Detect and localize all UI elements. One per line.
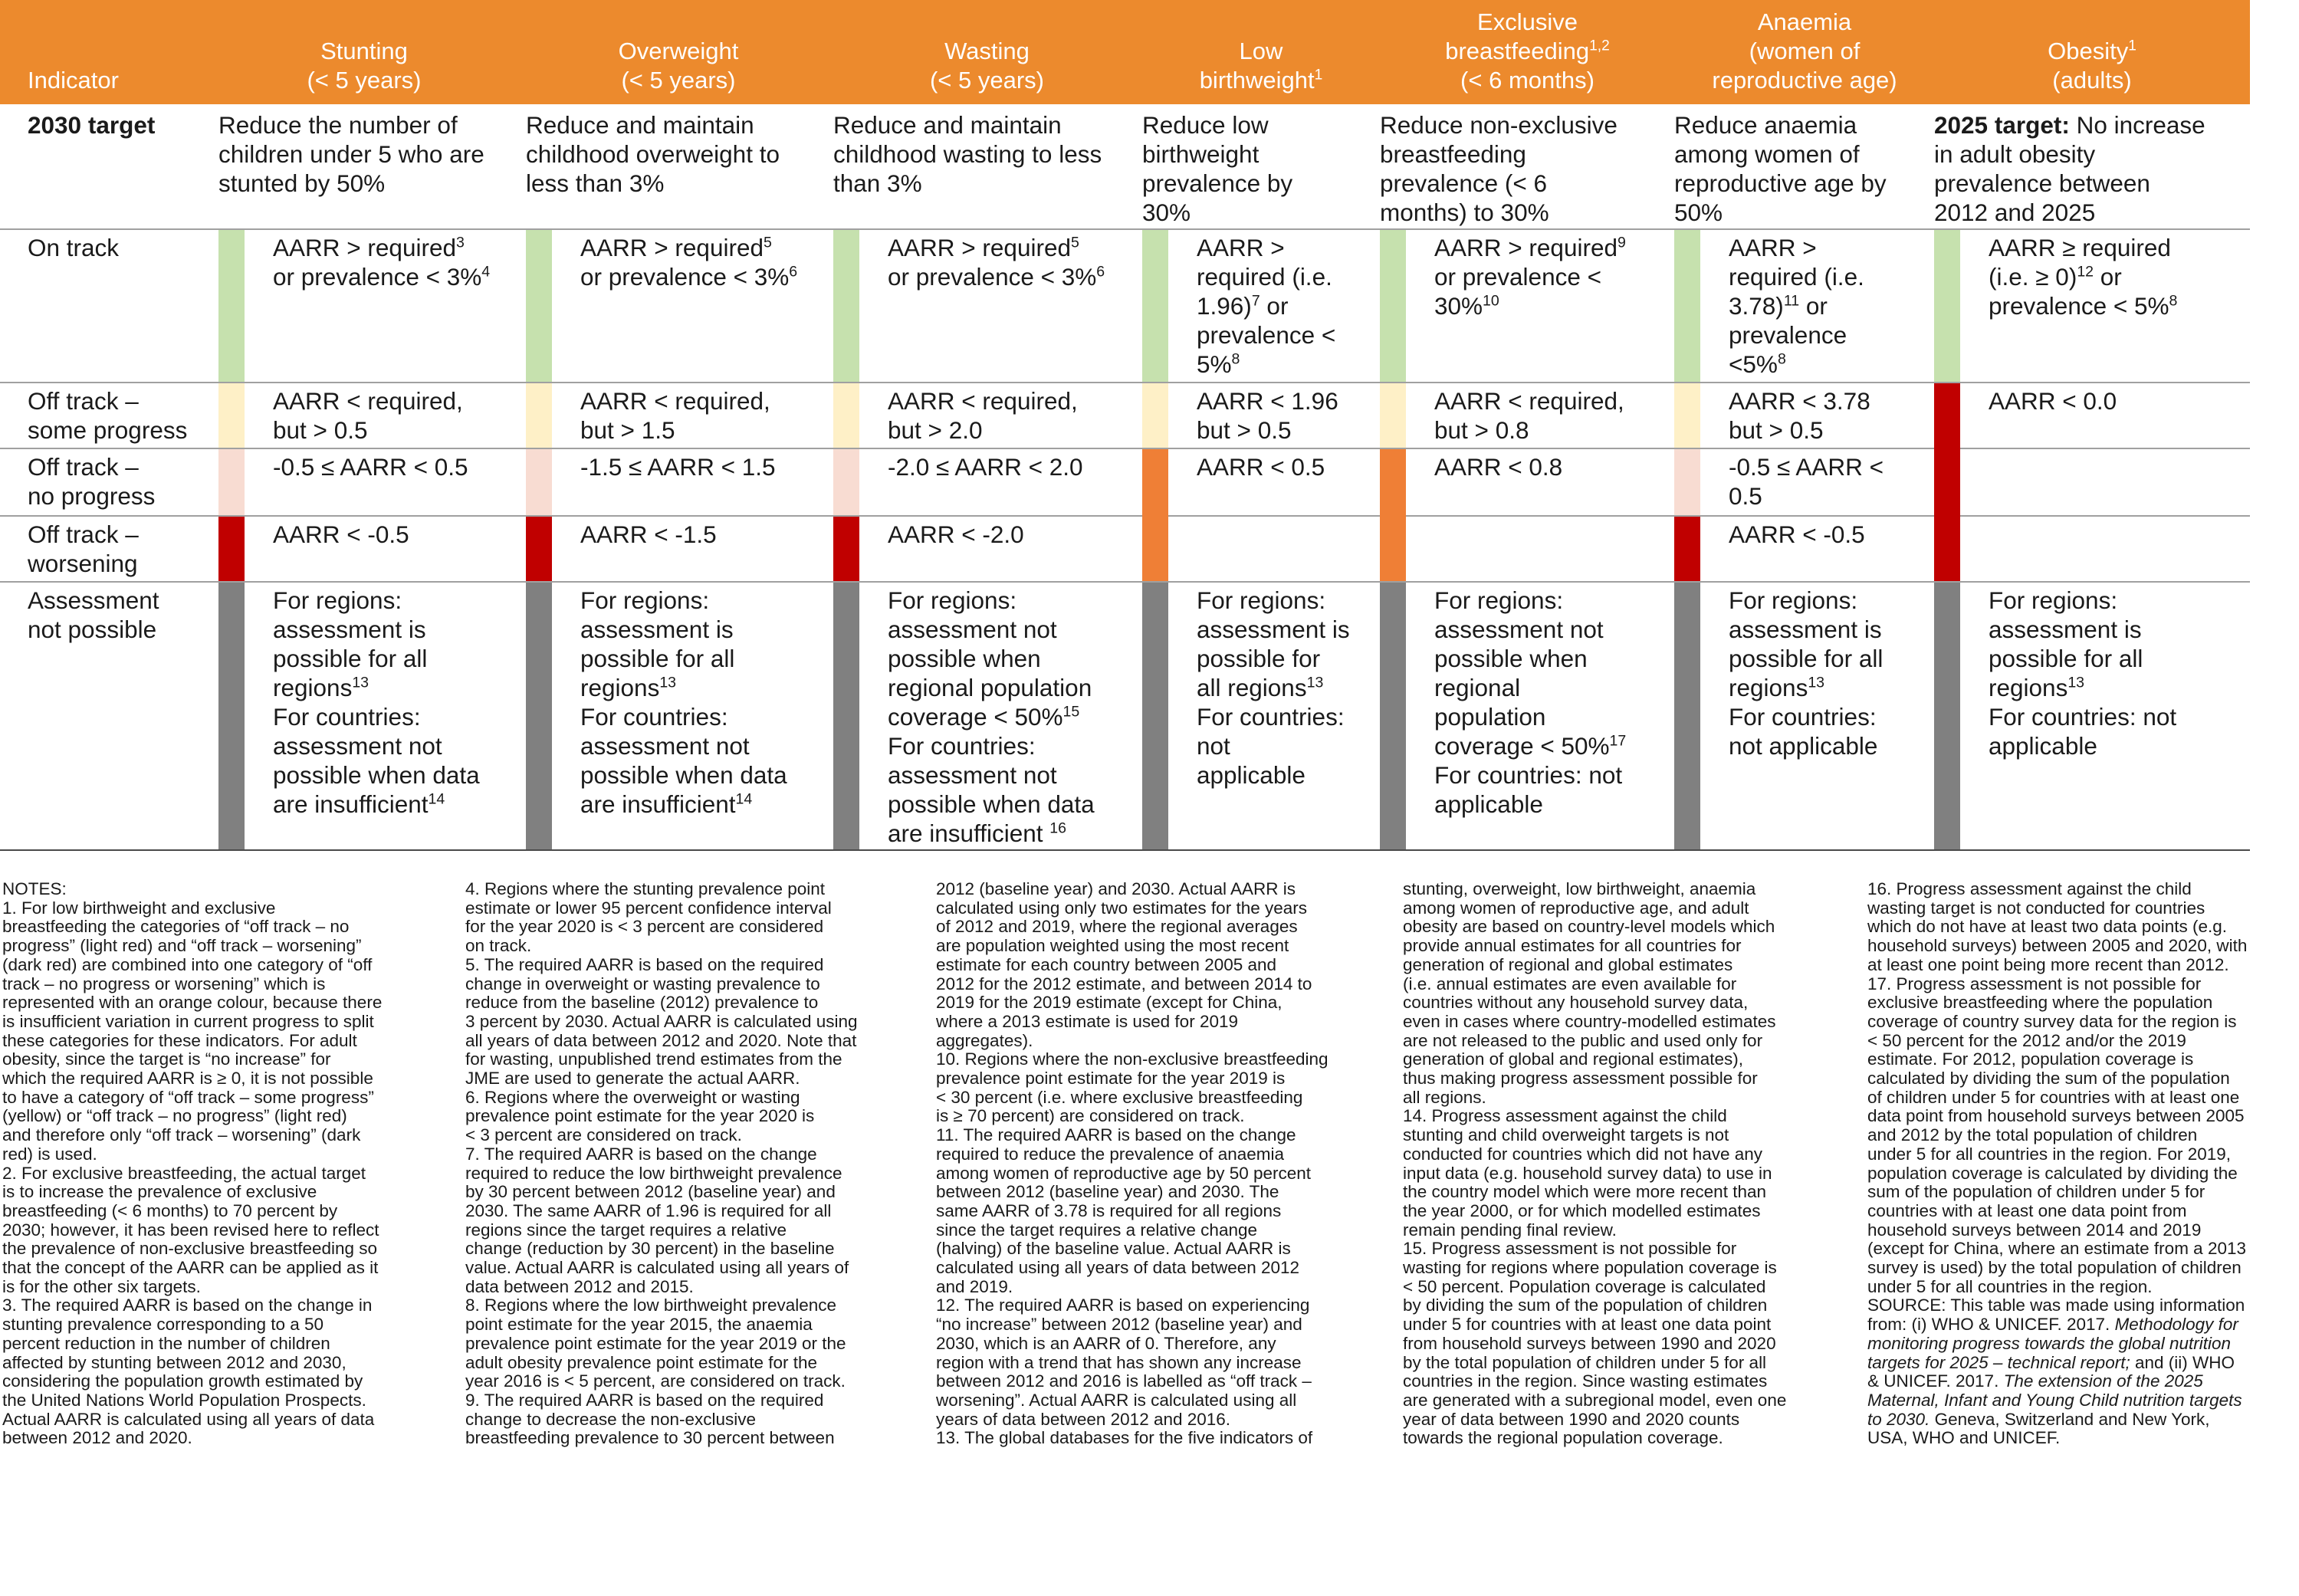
note-line: (i.e. annual estimates are even available for: [1403, 974, 1737, 993]
note-line: among women of reproductive age by 50 percent: [936, 1163, 1312, 1183]
status-bar-some-progress: [833, 383, 859, 448]
notes-source: SOURCE: This table was made using information from: (i) WHO & UNICEF. 2017. Methodology for monitoring progress towards the global nutrition targets for 2025 – technical report; and (ii) WHO & UNICEF. 2017. The extension of the 2025 Maternal, Infant and Young Child nutrition targets to 2030. Geneva, Switzerland and New York, USA, WHO and UNICEF.: [1867, 1296, 2245, 1448]
note-line: thus making progress assessment possible for: [1403, 1069, 1758, 1089]
note-line: which the required AARR is ≥ 0, it is not possible: [2, 1069, 373, 1089]
status-bar-no-progress: [1674, 449, 1700, 515]
status-bar-worsening: [526, 517, 552, 581]
note-line: 9. The required AARR is based on the required: [465, 1390, 824, 1410]
note-line: year of data between 1990 and 2020 counts: [1403, 1409, 1740, 1429]
note-line: survey is used) by the total population of children: [1867, 1258, 2242, 1278]
note-line: between 2012 (baseline year) and 2030. The: [936, 1182, 1279, 1202]
note-line: prevalence point estimate for the year 2019 or the: [465, 1333, 846, 1353]
status-bar-worsening: [218, 517, 245, 581]
status-bar-on-track: [526, 230, 552, 382]
note-line: among women of reproductive age, and adult: [1403, 898, 1749, 918]
row-divider: [0, 581, 2250, 583]
note-line: stunting and child overweight targets is not: [1403, 1125, 1729, 1145]
note-line: region with a trend that has shown any increase: [936, 1352, 1302, 1372]
note-line: is insufficient variation in current progress to split: [2, 1011, 374, 1031]
status-bar-worsening: [1934, 383, 1960, 581]
note-line: 10. Regions where the non-exclusive breastfeeding: [936, 1049, 1328, 1069]
note-line: breastfeeding the categories of “off track – no: [2, 917, 350, 937]
row-label-2030-target: 2030 target: [28, 111, 156, 139]
note-line: are generated with a subregional model, even one: [1403, 1390, 1787, 1410]
note-line: (yellow) or “off track – no progress” (light red): [2, 1106, 347, 1126]
status-bar-not-possible: [1674, 583, 1700, 849]
not-possible-stunting: For regions: assessment is possible for all regions$^{13}$ For countries: assessment not possible when data are insufficient$^{14}$: [273, 586, 480, 818]
row-label-assessment-not-possible: Assessment not possible: [28, 586, 159, 643]
not-possible-obesity: For regions: assessment is possible for all regions$^{13}$ For countries: not applicable: [1989, 586, 2177, 760]
note-line: adult obesity prevalence point estimate for the: [465, 1352, 818, 1372]
on-track-wasting: AARR > required$^5$ or prevalence < 3%$^6$: [888, 234, 1105, 291]
note-line: < 30 percent (i.e. where exclusive breastfeeding: [936, 1087, 1303, 1107]
row-divider: [0, 515, 2250, 517]
note-line: under 5 for all countries in the region. For 2019,: [1867, 1144, 2232, 1164]
note-line: for the year 2020 is < 3 percent are considered: [465, 917, 824, 937]
note-line: by dividing the sum of the population of children: [1403, 1296, 1768, 1315]
note-line: 3 percent by 2030. Actual AARR is calculated using: [465, 1011, 858, 1031]
note-line: under 5 for countries with at least one data point: [1403, 1315, 1772, 1335]
note-line: prevalence point estimate for the year 2019 is: [936, 1069, 1286, 1089]
status-bar-not-possible: [1142, 583, 1168, 849]
target-obesity: 2025 target: No increase in adult obesity prevalence between 2012 and 2025: [1934, 111, 2205, 226]
on-track-overweight: AARR > required$^5$ or prevalence < 3%$^6$: [580, 234, 798, 291]
target-stunting: Reduce the number of children under 5 who are stunted by 50%: [218, 111, 484, 197]
note-line: towards the regional population coverage.: [1403, 1428, 1723, 1448]
header-wasting: Wasting (< 5 years): [832, 0, 1142, 104]
note-line: even in cases where country-modelled estimates: [1403, 1011, 1776, 1031]
worsening-anaemia: AARR < -0.5: [1729, 521, 1865, 548]
note-line: (dark red) are combined into one category of “off: [2, 954, 373, 974]
not-possible-low-birthweight: For regions: assessment is possible for all regions$^{13}$ For countries: not applicable: [1197, 586, 1350, 789]
row-label-some-progress: Off track – some progress: [28, 387, 188, 444]
not-possible-wasting: For regions: assessment not possible when regional population coverage < 50%$^{15}$ For countries: assessment not possible when data are insufficient $^{16}$: [888, 586, 1095, 847]
note-line: household surveys) between 2005 and 2020, with: [1867, 936, 2248, 956]
note-line: for wasting, unpublished trend estimates from the: [465, 1049, 842, 1069]
status-bar-no-progress: [526, 449, 552, 515]
note-line: estimate for each country between 2005 and: [936, 954, 1277, 974]
note-line: change to decrease the non-exclusive: [465, 1409, 756, 1429]
status-bar-on-track: [218, 230, 245, 382]
status-bar-not-possible: [833, 583, 859, 849]
note-line: < 50 percent. Population coverage is calculated: [1403, 1276, 1766, 1296]
note-line: 8. Regions where the low birthweight prevalence: [465, 1296, 837, 1315]
note-line: 2019 for the 2019 estimate (except for China,: [936, 993, 1283, 1013]
status-bar-some-progress: [1674, 383, 1700, 448]
note-line: sum of the population of children under 5 for: [1867, 1182, 2205, 1202]
note-line: year 2016 is < 5 percent, are considered on track.: [465, 1371, 846, 1391]
status-bar-on-track: [1142, 230, 1168, 382]
note-line: 2012 for the 2012 estimate, and between 2014 to: [936, 974, 1312, 993]
status-bar-not-possible: [1380, 583, 1406, 849]
some-progress-low-birthweight: AARR < 1.96 but > 0.5: [1197, 387, 1338, 444]
note-line: change (reduction by 30 percent) in the baseline: [465, 1239, 835, 1259]
status-bar-worsening: [1674, 517, 1700, 581]
note-line: exclusive breastfeeding where the population: [1867, 993, 2213, 1013]
status-bar-on-track: [1934, 230, 1960, 382]
note-line: point estimate for the year 2015, the anaemia: [465, 1315, 813, 1335]
row-label-worsening: Off track – worsening: [28, 521, 139, 577]
status-bar-not-possible: [1934, 583, 1960, 849]
note-line: stunting prevalence corresponding to a 50: [2, 1315, 324, 1335]
note-line: years of data between 2012 and 2016.: [936, 1409, 1231, 1429]
note-line: and therefore only “off track – worsening” (dark: [2, 1125, 361, 1145]
note-line: 14. Progress assessment against the child: [1403, 1106, 1727, 1126]
note-line: 17. Progress assessment is not possible for: [1867, 974, 2202, 993]
target-exclusive-breastfeeding: Reduce non-exclusive breastfeeding prevalence (< 6 months) to 30%: [1380, 111, 1618, 226]
note-line: the United Nations World Population Prospects.: [2, 1390, 366, 1410]
note-line: these categories for these indicators. For adult: [2, 1030, 357, 1050]
note-line: same AARR of 3.78 is required for all regions: [936, 1200, 1282, 1220]
row-divider: [0, 382, 2250, 383]
note-line: countries without any household survey data,: [1403, 993, 1749, 1013]
note-line: aggregates).: [936, 1030, 1033, 1050]
note-line: NOTES:: [2, 879, 67, 898]
note-line: 2030, which is an AARR of 0. Therefore, any: [936, 1333, 1276, 1353]
note-line: all years of data between 2012 and 2020. Note that: [465, 1030, 857, 1050]
note-line: input data (e.g. household survey data) to use in: [1403, 1163, 1772, 1183]
worsening-overweight: AARR < -1.5: [580, 521, 717, 548]
note-line: 2030. The same AARR of 1.96 is required for all: [465, 1200, 832, 1220]
worsening-wasting: AARR < -2.0: [888, 521, 1024, 548]
note-line: 2012 (baseline year) and 2030. Actual AARR is: [936, 879, 1296, 898]
note-line: by 30 percent between 2012 (baseline year) and: [465, 1182, 836, 1202]
worsening-stunting: AARR < -0.5: [273, 521, 409, 548]
row-label-on-track: On track: [28, 234, 120, 261]
note-line: worsening”. Actual AARR is calculated using all: [936, 1390, 1297, 1410]
note-line: 2030; however, it has been revised here to reflect: [2, 1220, 379, 1240]
on-track-exclusive-breastfeeding: AARR > required$^9$ or prevalence < 30%$^{10}$: [1434, 234, 1626, 320]
note-line: countries in the region. Since wasting estimates: [1403, 1371, 1768, 1391]
note-line: reduce from the baseline (2012) prevalence to: [465, 993, 819, 1013]
note-line: < 3 percent are considered on track.: [465, 1125, 742, 1145]
note-line: (except for China, where an estimate from a 2013: [1867, 1239, 2247, 1259]
some-progress-anaemia: AARR < 3.78 but > 0.5: [1729, 387, 1870, 444]
note-line: household surveys between 2014 and 2019: [1867, 1220, 2202, 1240]
notes-column-2: [465, 880, 858, 1448]
note-line: and 2012 by the total population of children: [1867, 1125, 2198, 1145]
note-line: by the total population of children under 5 for all: [1403, 1352, 1767, 1372]
notes-list-5: [1867, 880, 2247, 1296]
on-track-obesity: AARR ≥ required (i.e. ≥ 0)$^{12}$ or prevalence < 5%$^8$: [1989, 234, 2178, 320]
status-bar-no-progress: [218, 449, 245, 515]
no-progress-wasting: -2.0 ≤ AARR < 2.0: [888, 453, 1083, 481]
note-line: between 2012 and 2020.: [2, 1428, 192, 1448]
note-line: wasting target is not conducted for countries: [1867, 898, 2205, 918]
note-line: of children under 5 for countries with at least one: [1867, 1087, 2240, 1107]
note-line: change in overweight or wasting prevalence to: [465, 974, 820, 993]
some-progress-stunting: AARR < required, but > 0.5: [273, 387, 463, 444]
note-line: Actual AARR is calculated using all years of data: [2, 1409, 375, 1429]
status-bar-worsening: [833, 517, 859, 581]
note-line: all regions.: [1403, 1087, 1486, 1107]
note-line: on track.: [465, 936, 532, 956]
worsening-obesity: AARR < 0.0: [1989, 387, 2117, 415]
note-line: prevalence point estimate for the year 2020 is: [465, 1106, 815, 1126]
target-wasting: Reduce and maintain childhood wasting to less than 3%: [833, 111, 1102, 197]
note-line: to have a category of “off track – some progress”: [2, 1087, 374, 1107]
status-bar-some-progress: [1142, 383, 1168, 448]
note-line: the prevalence of non-exclusive breastfeeding so: [2, 1239, 378, 1259]
note-line: is ≥ 70 percent) are considered on track.: [936, 1106, 1245, 1126]
note-line: 2. For exclusive breastfeeding, the actual target: [2, 1163, 366, 1183]
on-track-anaemia: AARR > required (i.e. 3.78)$^{11}$ or prevalence <5%$^8$: [1729, 234, 1864, 378]
note-line: that the concept of the AARR can be applied as it: [2, 1258, 379, 1278]
notes-column-5: [1867, 880, 2247, 1448]
note-line: at least one point being more recent than 2012.: [1867, 954, 2229, 974]
note-line: is to increase the prevalence of exclusive: [2, 1182, 317, 1202]
header-anaemia: Anaemia (women of reproductive age): [1675, 0, 1934, 104]
header-obesity: Obesity$^1$ (adults): [1934, 0, 2250, 104]
note-line: is for the other six targets.: [2, 1276, 201, 1296]
note-line: represented with an orange colour, because there: [2, 993, 383, 1013]
status-bar-some-progress: [526, 383, 552, 448]
no-progress-stunting: -0.5 ≤ AARR < 0.5: [273, 453, 468, 481]
note-line: red) is used.: [2, 1144, 97, 1164]
note-line: between 2012 and 2016 is labelled as “off track –: [936, 1371, 1312, 1391]
no-progress-overweight: -1.5 ≤ AARR < 1.5: [580, 453, 776, 481]
note-line: 1. For low birthweight and exclusive: [2, 898, 276, 918]
note-line: generation of regional and global estimates: [1403, 954, 1733, 974]
header-exclusive-breastfeeding: Exclusive breastfeeding$^{1,2}$ (< 6 months): [1380, 0, 1675, 104]
table-bottom-rule: [0, 849, 2250, 851]
on-track-stunting: AARR > required$^3$ or prevalence < 3%$^4$: [273, 234, 491, 291]
note-line: under 5 for all countries in the region.: [1867, 1276, 2153, 1296]
note-line: calculated using only two estimates for the years: [936, 898, 1307, 918]
note-line: 4. Regions where the stunting prevalence point: [465, 879, 826, 898]
status-bar-not-possible: [218, 583, 245, 849]
notes-column-3: [936, 880, 1328, 1448]
status-bar-on-track: [833, 230, 859, 382]
note-line: percent reduction in the number of children: [2, 1333, 330, 1353]
note-line: required to reduce the prevalence of anaemia: [936, 1144, 1285, 1164]
note-line: data point from household surveys between 2005: [1867, 1106, 2245, 1126]
note-line: 12. The required AARR is based on experiencing: [936, 1296, 1310, 1315]
note-line: estimate or lower 95 percent confidence interval: [465, 898, 832, 918]
note-line: progress” (light red) and “off track – worsening”: [2, 936, 362, 956]
note-line: track – no progress or worsening” which is: [2, 974, 326, 993]
note-line: remain pending final review.: [1403, 1220, 1617, 1240]
no-progress-exclusive-breastfeeding: AARR < 0.8: [1434, 453, 1563, 481]
note-line: from household surveys between 1990 and 2020: [1403, 1333, 1776, 1353]
header-stunting: Stunting (< 5 years): [203, 0, 525, 104]
note-line: wasting for regions where population coverage is: [1403, 1258, 1777, 1278]
note-line: obesity are based on country-level models which: [1403, 917, 1775, 937]
status-bar-some-progress: [218, 383, 245, 448]
note-line: < 50 percent for the 2012 and/or the 2019: [1867, 1030, 2186, 1050]
note-line: breastfeeding prevalence to 30 percent between: [465, 1428, 835, 1448]
note-line: 5. The required AARR is based on the required: [465, 954, 824, 974]
status-bar-on-track: [1674, 230, 1700, 382]
note-line: conducted for countries which did not have any: [1403, 1144, 1763, 1164]
notes-column-1: [2, 880, 382, 1448]
note-line: affected by stunting between 2012 and 2030,: [2, 1352, 346, 1372]
note-line: generation of global and regional estimates),: [1403, 1049, 1744, 1069]
note-line: calculated using all years of data between 2012: [936, 1258, 1300, 1278]
note-line: 11. The required AARR is based on the change: [936, 1125, 1296, 1145]
note-line: which do not have at least two data points (e.g.: [1867, 917, 2228, 937]
some-progress-overweight: AARR < required, but > 1.5: [580, 387, 770, 444]
note-line: countries with at least one data point from: [1867, 1200, 2187, 1220]
note-line: estimate. For 2012, population coverage is: [1867, 1049, 2194, 1069]
target-low-birthweight: Reduce low birthweight prevalence by 30%: [1142, 111, 1293, 226]
note-line: are not released to the public and used only for: [1403, 1030, 1763, 1050]
note-line: breastfeeding (< 6 months) to 70 percent by: [2, 1200, 338, 1220]
note-line: considering the population growth estimated by: [2, 1371, 363, 1391]
target-anaemia: Reduce anaemia among women of reproductive age by 50%: [1674, 111, 1887, 226]
note-line: 3. The required AARR is based on the change in: [2, 1296, 373, 1315]
note-line: and 2019.: [936, 1276, 1013, 1296]
note-line: stunting, overweight, low birthweight, anaemia: [1403, 879, 1756, 898]
status-bar-some-progress: [1380, 383, 1406, 448]
note-line: of 2012 and 2019, where the regional averages: [936, 917, 1298, 937]
row-label-no-progress: Off track – no progress: [28, 453, 156, 510]
some-progress-exclusive-breastfeeding: AARR < required, but > 0.8: [1434, 387, 1624, 444]
some-progress-wasting: AARR < required, but > 2.0: [888, 387, 1078, 444]
note-line: 15. Progress assessment is not possible for: [1403, 1239, 1737, 1259]
status-bar-on-track: [1380, 230, 1406, 382]
not-possible-anaemia: For regions: assessment is possible for all regions$^{13}$ For countries: not applicable: [1729, 586, 1884, 760]
note-line: 6. Regions where the overweight or wasting: [465, 1087, 800, 1107]
note-line: “no increase” between 2012 (baseline year) and: [936, 1315, 1302, 1335]
note-line: provide annual estimates for all countries for: [1403, 936, 1742, 956]
note-line: population coverage is calculated by dividing the: [1867, 1163, 2238, 1183]
note-line: obesity, since the target is “no increase” for: [2, 1049, 331, 1069]
no-progress-low-birthweight: AARR < 0.5: [1197, 453, 1325, 481]
note-line: the country model which were more recent than: [1403, 1182, 1766, 1202]
note-line: are population weighted using the most recent: [936, 936, 1289, 956]
row-divider: [0, 228, 2250, 230]
note-line: 7. The required AARR is based on the change: [465, 1144, 817, 1164]
not-possible-exclusive-breastfeeding: For regions: assessment not possible when regional population coverage < 50%$^{17}$ For countries: not applicable: [1434, 586, 1627, 818]
status-bar-not-possible: [526, 583, 552, 849]
header-indicator: Indicator: [0, 0, 203, 104]
header-low-birthweight: Low birthweight$^1$: [1142, 0, 1380, 104]
note-line: JME are used to generate the actual AARR.: [465, 1069, 800, 1089]
target-overweight: Reduce and maintain childhood overweight to less than 3%: [526, 111, 780, 197]
note-line: where a 2013 estimate is used for 2019: [936, 1011, 1238, 1031]
no-progress-anaemia: -0.5 ≤ AARR < 0.5: [1729, 453, 1884, 510]
note-line: calculated by dividing the sum of the population: [1867, 1069, 2230, 1089]
status-bar-no-progress-or-worsening: [1380, 449, 1406, 581]
not-possible-overweight: For regions: assessment is possible for all regions$^{13}$ For countries: assessment not possible when data are insufficient$^{14}$: [580, 586, 787, 818]
row-divider: [0, 448, 2250, 449]
note-line: (halving) of the baseline value. Actual AARR is: [936, 1239, 1291, 1259]
notes-column-4: [1403, 880, 1786, 1448]
on-track-low-birthweight: AARR > required (i.e. 1.96)$^7$ or prevalence < 5%$^8$: [1197, 234, 1336, 378]
note-line: value. Actual AARR is calculated using all years of: [465, 1258, 849, 1278]
note-line: coverage of country survey data for the region is: [1867, 1011, 2237, 1031]
note-line: required to reduce the low birthweight prevalence: [465, 1163, 842, 1183]
note-line: regions since the target requires a relative: [465, 1220, 787, 1240]
note-line: the year 2000, or for which modelled estimates: [1403, 1200, 1761, 1220]
note-line: 13. The global databases for the five indicators of: [936, 1428, 1313, 1448]
status-bar-no-progress-or-worsening: [1142, 449, 1168, 581]
note-line: data between 2012 and 2015.: [465, 1276, 694, 1296]
note-line: since the target requires a relative change: [936, 1220, 1257, 1240]
note-line: 16. Progress assessment against the child: [1867, 879, 2192, 898]
status-bar-no-progress: [833, 449, 859, 515]
header-overweight: Overweight (< 5 years): [525, 0, 832, 104]
